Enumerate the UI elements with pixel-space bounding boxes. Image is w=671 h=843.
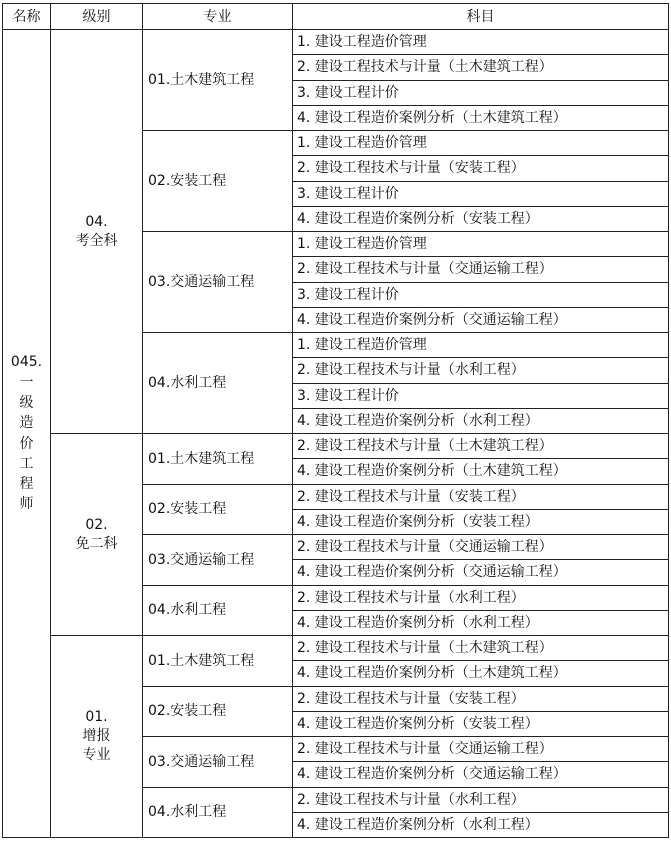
qualification-name-char: 一 [19,374,34,391]
subject-cell: 4. 建设工程造价案例分析（土木建筑工程） [293,105,669,130]
qualification-name-char: 程 [19,476,34,493]
subject-cell: 2. 建设工程技术与计量（土木建筑工程） [293,636,669,661]
qualification-name-char: 师 [19,496,34,513]
qualification-name-cell [3,30,51,838]
subject-cell: 2. 建设工程技术与计量（安装工程） [293,686,669,711]
qualification-name-char: 级 [19,394,34,411]
table-body [3,30,669,838]
subject-cell: 2. 建设工程技术与计量（土木建筑工程） [293,55,669,80]
table-row [3,434,669,459]
subject-cell: 2. 建设工程技术与计量（安装工程） [293,484,669,509]
header-major: 专业 [143,4,293,30]
subject-cell: 4. 建设工程造价案例分析（安装工程） [293,509,669,534]
level-label: 专业 [82,746,111,763]
qualification-name-char: 工 [19,455,34,472]
subject-cell: 4. 建设工程造价案例分析（水利工程） [293,408,669,433]
subject-cell: 4. 建设工程造价案例分析（水利工程） [293,812,669,837]
subject-cell: 3. 建设工程计价 [293,282,669,307]
subject-cell: 3. 建设工程计价 [293,80,669,105]
header-subject: 科目 [293,4,669,30]
major-cell: 01.土木建筑工程 [143,636,293,687]
header-row [3,4,669,30]
subject-cell: 2. 建设工程技术与计量（水利工程） [293,787,669,812]
level-code: 02. [85,516,108,533]
table-row [3,30,669,55]
level-code: 01. [85,709,108,726]
subject-cell: 4. 建设工程造价案例分析（交通运输工程） [293,762,669,787]
subject-cell: 3. 建设工程计价 [293,181,669,206]
subject-cell: 1. 建设工程造价管理 [293,30,669,55]
subject-cell: 2. 建设工程技术与计量（土木建筑工程） [293,434,669,459]
major-cell: 02.安装工程 [143,686,293,737]
subject-cell: 3. 建设工程计价 [293,383,669,408]
major-cell: 04.水利工程 [143,585,293,636]
subject-cell: 2. 建设工程技术与计量（交通运输工程） [293,257,669,282]
subject-cell: 2. 建设工程技术与计量（交通运输工程） [293,737,669,762]
major-cell: 04.水利工程 [143,333,293,434]
level-label: 增报 [82,728,111,745]
level-label: 免二科 [75,535,118,552]
subject-cell: 4. 建设工程造价案例分析（水利工程） [293,610,669,635]
qualification-code: 045. [10,354,43,371]
header-name: 名称 [3,4,51,30]
subject-cell: 4. 建设工程造价案例分析（交通运输工程） [293,307,669,332]
level-label: 考全科 [75,232,118,249]
table-row [3,636,669,661]
major-cell: 03.交通运输工程 [143,737,293,788]
major-cell: 02.安装工程 [143,484,293,535]
level-cell [51,434,143,636]
subject-cell: 4. 建设工程造价案例分析（土木建筑工程） [293,459,669,484]
major-cell: 03.交通运输工程 [143,232,293,333]
level-cell [51,30,143,434]
exam-subject-table [2,3,669,838]
subject-cell: 1. 建设工程造价管理 [293,131,669,156]
major-cell: 04.水利工程 [143,787,293,838]
level-cell [51,636,143,838]
qualification-name-char: 造 [19,415,34,432]
level-code: 04. [85,213,108,230]
subject-cell: 2. 建设工程技术与计量（交通运输工程） [293,535,669,560]
major-cell: 03.交通运输工程 [143,535,293,586]
subject-cell: 4. 建设工程造价案例分析（安装工程） [293,206,669,231]
subject-cell: 4. 建设工程造价案例分析（安装工程） [293,711,669,736]
subject-cell: 1. 建设工程造价管理 [293,232,669,257]
major-cell: 02.安装工程 [143,131,293,232]
major-cell: 01.土木建筑工程 [143,30,293,131]
subject-cell: 1. 建设工程造价管理 [293,333,669,358]
qualification-name-char: 价 [19,435,34,452]
subject-cell: 4. 建设工程造价案例分析（土木建筑工程） [293,661,669,686]
header-level: 级别 [51,4,143,30]
subject-cell: 2. 建设工程技术与计量（水利工程） [293,358,669,383]
subject-cell: 2. 建设工程技术与计量（水利工程） [293,585,669,610]
subject-cell: 2. 建设工程技术与计量（安装工程） [293,156,669,181]
major-cell: 01.土木建筑工程 [143,434,293,485]
subject-cell: 4. 建设工程造价案例分析（交通运输工程） [293,560,669,585]
